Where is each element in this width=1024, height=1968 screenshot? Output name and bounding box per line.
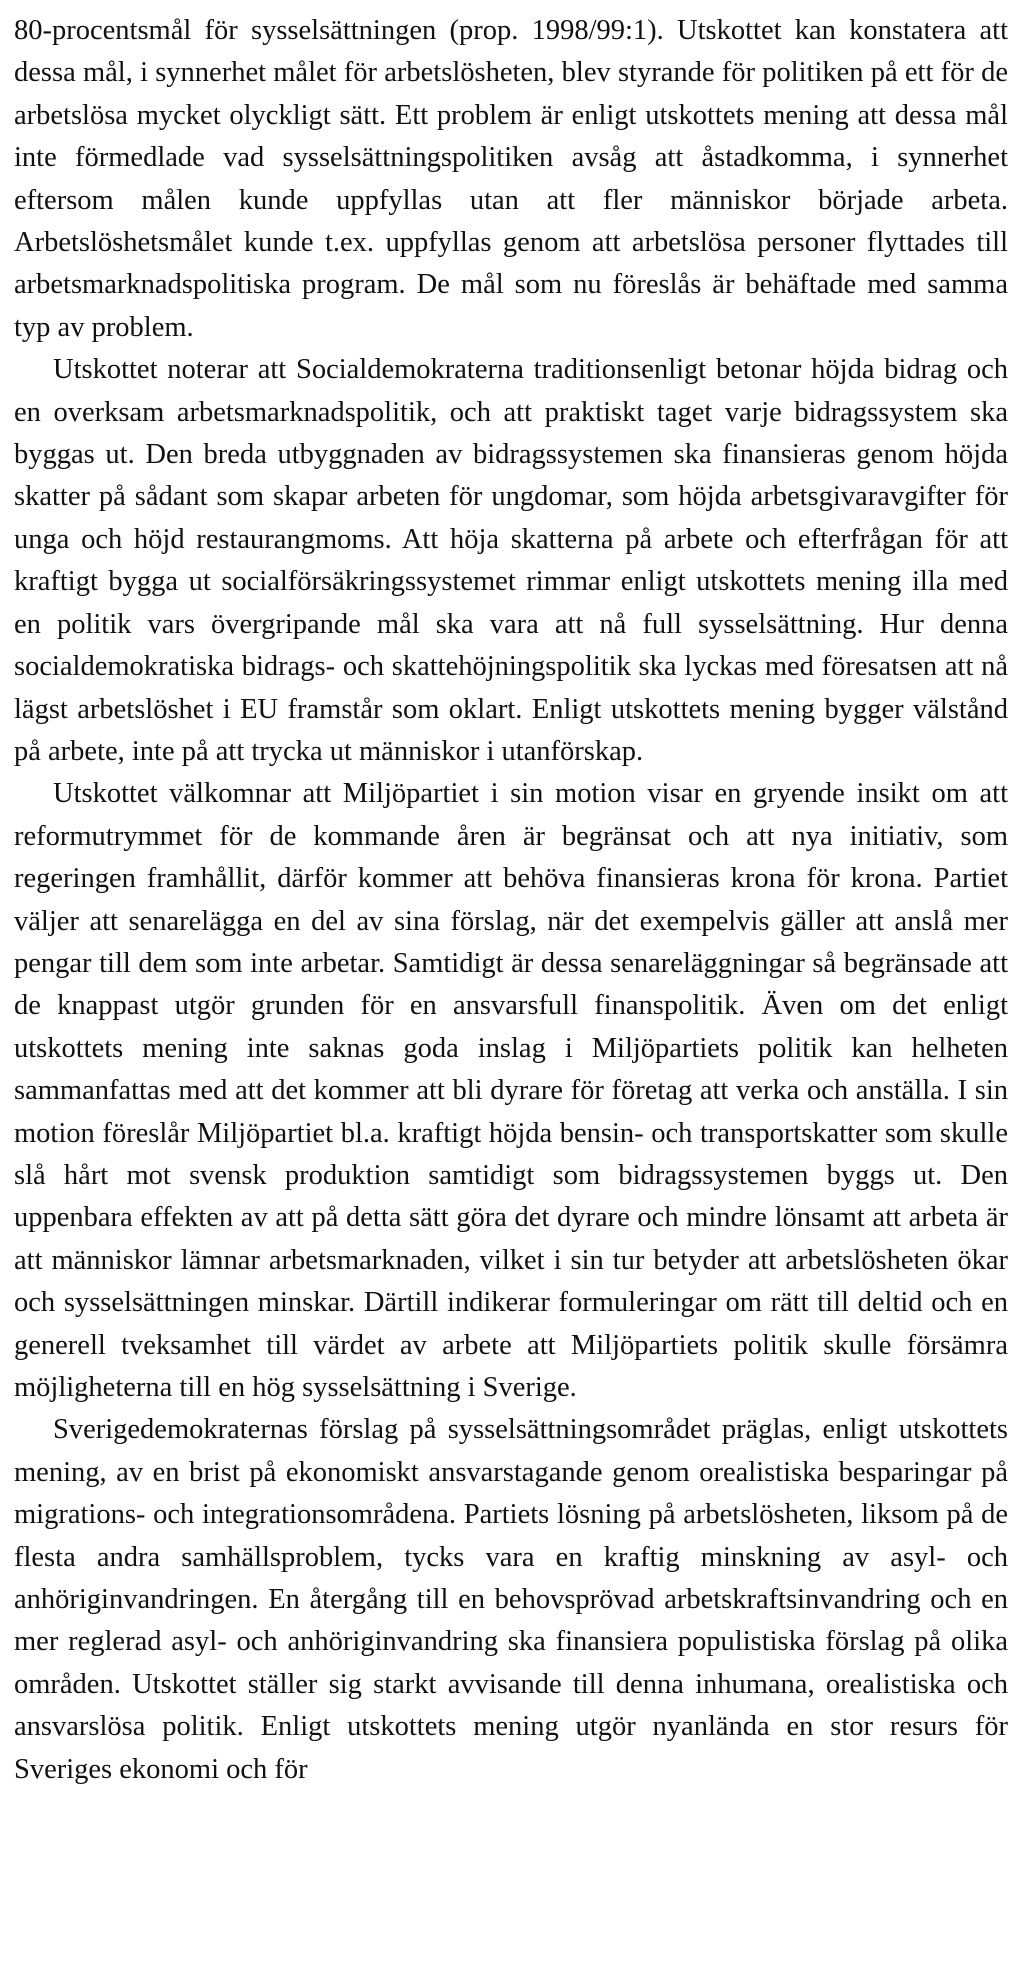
paragraph-continued-goals: 80-procentsmål för sysselsättningen (prop. 1998/99:1). Utskottet kan konstatera att dessa mål, i synnerhet målet för arbetslösheten, blev styrande för politiken på ett för de arbetslösa mycket olyckligt sätt. Ett problem är enligt utskottets mening att dessa mål inte förmedlade vad sysselsättningspolitiken avsåg att åstadkomma, i synnerhet eftersom målen kunde uppfyllas utan att fler människor började arbeta. Arbetslöshetsmålet kunde t.ex. uppfyllas genom att arbetslösa personer flyttades till arbetsmarknadspolitiska program. De mål som nu föreslås är behäftade med samma typ av problem. bbox=[14, 15, 1008, 343]
document-page bbox=[14, 10, 1008, 1791]
paragraph-green-party: Utskottet välkomnar att Miljöpartiet i sin motion visar en gryende insikt om att reformutrymmet för de kommande åren är begränsat och att nya initiativ, som regeringen framhållit, därför kommer att behöva finansieras krona för krona. Partiet väljer att senarelägga en del av sina förslag, när det exempelvis gäller att anslå mer pengar till dem som inte arbetar. Samtidigt är dessa senareläggningar så begränsade att de knappast utgör grunden för en ansvarsfull finanspolitik. Även om det enligt utskottets mening inte saknas goda inslag i Miljöpartiets politik kan helheten sammanfattas med att det kommer att bli dyrare för företag att verka och anställa. I sin motion föreslår Miljöpartiet bl.a. kraftigt höjda bensin- och transportskatter som skulle slå hårt mot svensk produktion samtidigt som bidragssystemen byggs ut. Den uppenbara effekten av att på detta sätt göra det dyrare och mindre lönsamt att arbeta är att människor lämnar arbetsmarknaden, vilket i sin tur betyder att arbetslösheten ökar och sysselsättningen minskar. Därtill indikerar formuleringar om rätt till deltid och en generell tveksamhet till värdet av arbete att Miljöpartiets politik skulle försämra möjligheterna till en hög sysselsättning i Sverige. bbox=[14, 778, 1008, 1403]
paragraph-sweden-democrats: Sverigedemokraternas förslag på sysselsättningsområdet präglas, enligt utskottets mening, av en brist på ekonomiskt ansvarstagande genom orealistiska besparingar på migrations- och integrationsområdena. Partiets lösning på arbetslösheten, liksom på de flesta andra samhällsproblem, tycks vara en kraftig minskning av asyl- och anhöriginvandringen. En återgång till en behovsprövad arbetskraftsinvandring och en mer reglerad asyl- och anhöriginvandring ska finansiera populistiska förslag på olika områden. Utskottet ställer sig starkt avvisande till denna inhumana, orealistiska och ansvarslösa politik. Enligt utskottets mening utgör nyanlända en stor resurs för Sveriges ekonomi och för bbox=[14, 1414, 1008, 1785]
paragraph-social-democrats: Utskottet noterar att Socialdemokraterna traditionsenligt betonar höjda bidrag och en overksam arbetsmarknadspolitik, och att praktiskt taget varje bidragssystem ska byggas ut. Den breda utbyggnaden av bidragssystemen ska finansieras genom höjda skatter på sådant som skapar arbeten för ungdomar, som höjda arbetsgivaravgifter för unga och höjd restaurangmoms. Att höja skatterna på arbete och efterfrågan för att kraftigt bygga ut socialförsäkringssystemet rimmar enligt utskottets mening illa med en politik vars övergripande mål ska vara att nå full sysselsättning. Hur denna socialdemokratiska bidrags- och skattehöjningspolitik ska lyckas med föresatsen att nå lägst arbetslöshet i EU framstår som oklart. Enligt utskottets mening bygger välstånd på arbete, inte på att trycka ut människor i utanförskap. bbox=[14, 354, 1008, 767]
